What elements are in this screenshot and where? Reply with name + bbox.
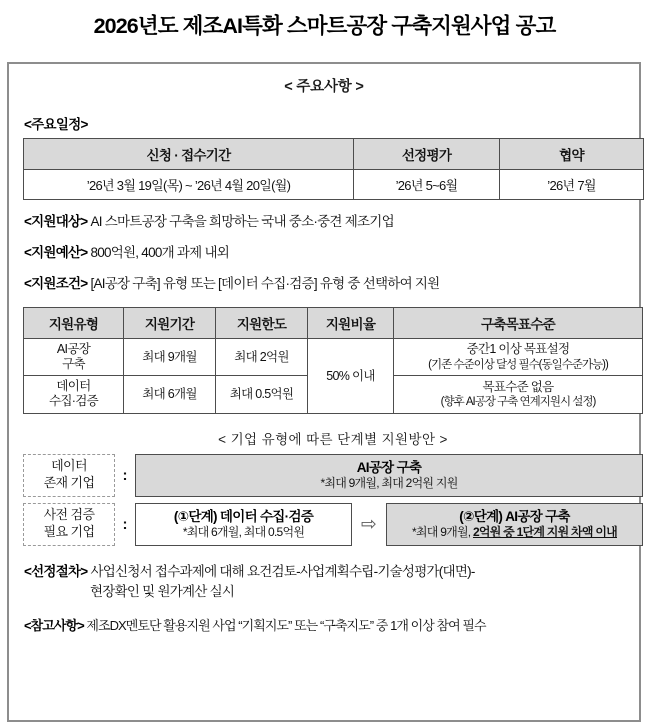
support-conditions-line [24,275,627,293]
support-goal-main: 목표수준 없음 [482,379,554,394]
schedule-section-label: <주요일정> [24,117,88,132]
schedule-value-application: ’26년 3월 19일(목) ~ ’26년 4월 20일(월) [24,170,354,200]
diagram-box-phase1 [135,503,352,546]
support-type-line2: 수집·검증 [49,394,98,409]
selection-procedure-line [24,562,627,601]
diagram-label-pre-verification [23,503,115,546]
support-limit-data-collection: 최대 0.5억원 [216,376,308,414]
diagram-row-existing-data [23,454,643,497]
page-title: 2026년도 제조AI특화 스마트공장 구축지원사업 공고 [93,14,556,38]
diagram-phase2-sub-underlined: 2억원 중 1단계 지원 차액 이내 [472,525,617,540]
support-budget-line [24,244,627,262]
support-period-data-collection: 최대 6개월 [124,376,216,414]
support-conditions-text: [AI공장 구축] 유형 또는 [데이터 수집·검증] 유형 중 선택하여 지원 [90,276,440,292]
support-goal-main: 중간1 이상 목표설정 [466,342,570,357]
diagram-label-existing-data [23,454,115,497]
support-budget-text: 800억원, 400개 과제 내외 [90,245,230,261]
diagram-box-phase2 [386,503,643,546]
arrow-right-icon: ⇨ [361,513,377,535]
schedule-value-agreement: ’26년 7월 [500,170,644,200]
schedule-header-evaluation: 선정평가 [354,139,500,170]
diagram-box-ai-factory [135,454,643,497]
diagram-phase1-title: (①단계) 데이터 수집·검증 [173,508,314,524]
support-limit-ai-factory: 최대 2억원 [216,338,308,376]
support-header-ratio: 지원비율 [308,307,394,338]
support-goal-data-collection [394,376,643,414]
support-budget-tag: <지원예산> [24,245,88,261]
schedule-header-application: 신청 · 접수기간 [24,139,354,170]
support-target-text: AI 스마트공장 구축을 희망하는 국내 중소·중견 제조기업 [90,214,394,229]
diagram-heading: < 기업 유형에 따른 단계별 지원방안 > [218,431,448,447]
diagram-phase2-sub-prefix: *최대 9개월, [412,525,473,540]
diagram-label-line1: 사전 검증 [43,507,95,523]
diagram-row-pre-verification [23,503,643,546]
support-target-line [24,213,627,231]
support-target-tag: <지원대상> [24,214,88,229]
diagram-colon-separator: : [122,515,128,533]
diagram-colon-separator: : [122,466,128,484]
support-ratio-merged: 50% 이내 [308,338,394,413]
support-type-line1: AI공장 [56,341,91,356]
support-type-line1: 데이터 [56,379,91,394]
selection-procedure-tag: <선정절차> [24,563,88,579]
support-header-type: 지원유형 [24,307,124,338]
support-type-ai-factory [24,338,124,376]
support-header-limit: 지원한도 [216,307,308,338]
stage-support-diagram [23,426,643,546]
table-row [24,170,644,200]
table-header-row [24,139,644,170]
selection-procedure-text-line1: 사업신청서 접수과제에 대해 요건검토-사업계획수립-기술성평가(대면)- [90,563,475,579]
schedule-table [23,138,644,200]
support-type-data-collection [24,376,124,414]
diagram-phase2-title: (②단계) AI공장 구축 [459,508,570,524]
selection-procedure-text-line2: 현장확인 및 원가계산 실시 [90,583,235,599]
diagram-box-subtitle: *최대 9개월, 최대 2억원 지원 [320,476,458,491]
diagram-label-line2: 존재 기업 [43,475,95,491]
support-conditions-tag: <지원조건> [24,276,88,292]
diagram-phase2-subtitle [412,525,617,541]
reference-notes-tag: <참고사항> [24,618,84,634]
support-goal-sub: (기존 수준이상 달성 필수(동일수준가능)) [428,358,608,371]
diagram-phase1-subtitle: *최대 6개월, 최대 0.5억원 [182,525,305,540]
main-content-box [7,62,641,722]
support-period-ai-factory: 최대 9개월 [124,338,216,376]
support-goal-ai-factory [394,338,643,376]
diagram-label-line1: 데이터 [51,458,87,474]
support-header-period: 지원기간 [124,307,216,338]
reference-notes-text: 제조DX멘토단 활용지원 사업 “기획지도” 또는 “구축지도” 중 1개 이상 참여 필수 [86,618,486,634]
support-types-table [23,307,643,414]
diagram-label-line2: 필요 기업 [43,524,95,540]
schedule-value-evaluation: ’26년 5~6월 [354,170,500,200]
table-header-row [24,307,643,338]
main-box-heading: < 주요사항 > [284,79,364,95]
support-type-line2: 구축 [62,356,85,371]
reference-notes-line [24,617,627,636]
table-row [24,338,643,376]
schedule-header-agreement: 협약 [500,139,644,170]
support-header-goal: 구축목표수준 [394,307,643,338]
diagram-box-title: AI공장 구축 [356,459,422,475]
support-goal-sub: (향후 AI공장 구축 연계지원시 설정) [440,396,596,409]
